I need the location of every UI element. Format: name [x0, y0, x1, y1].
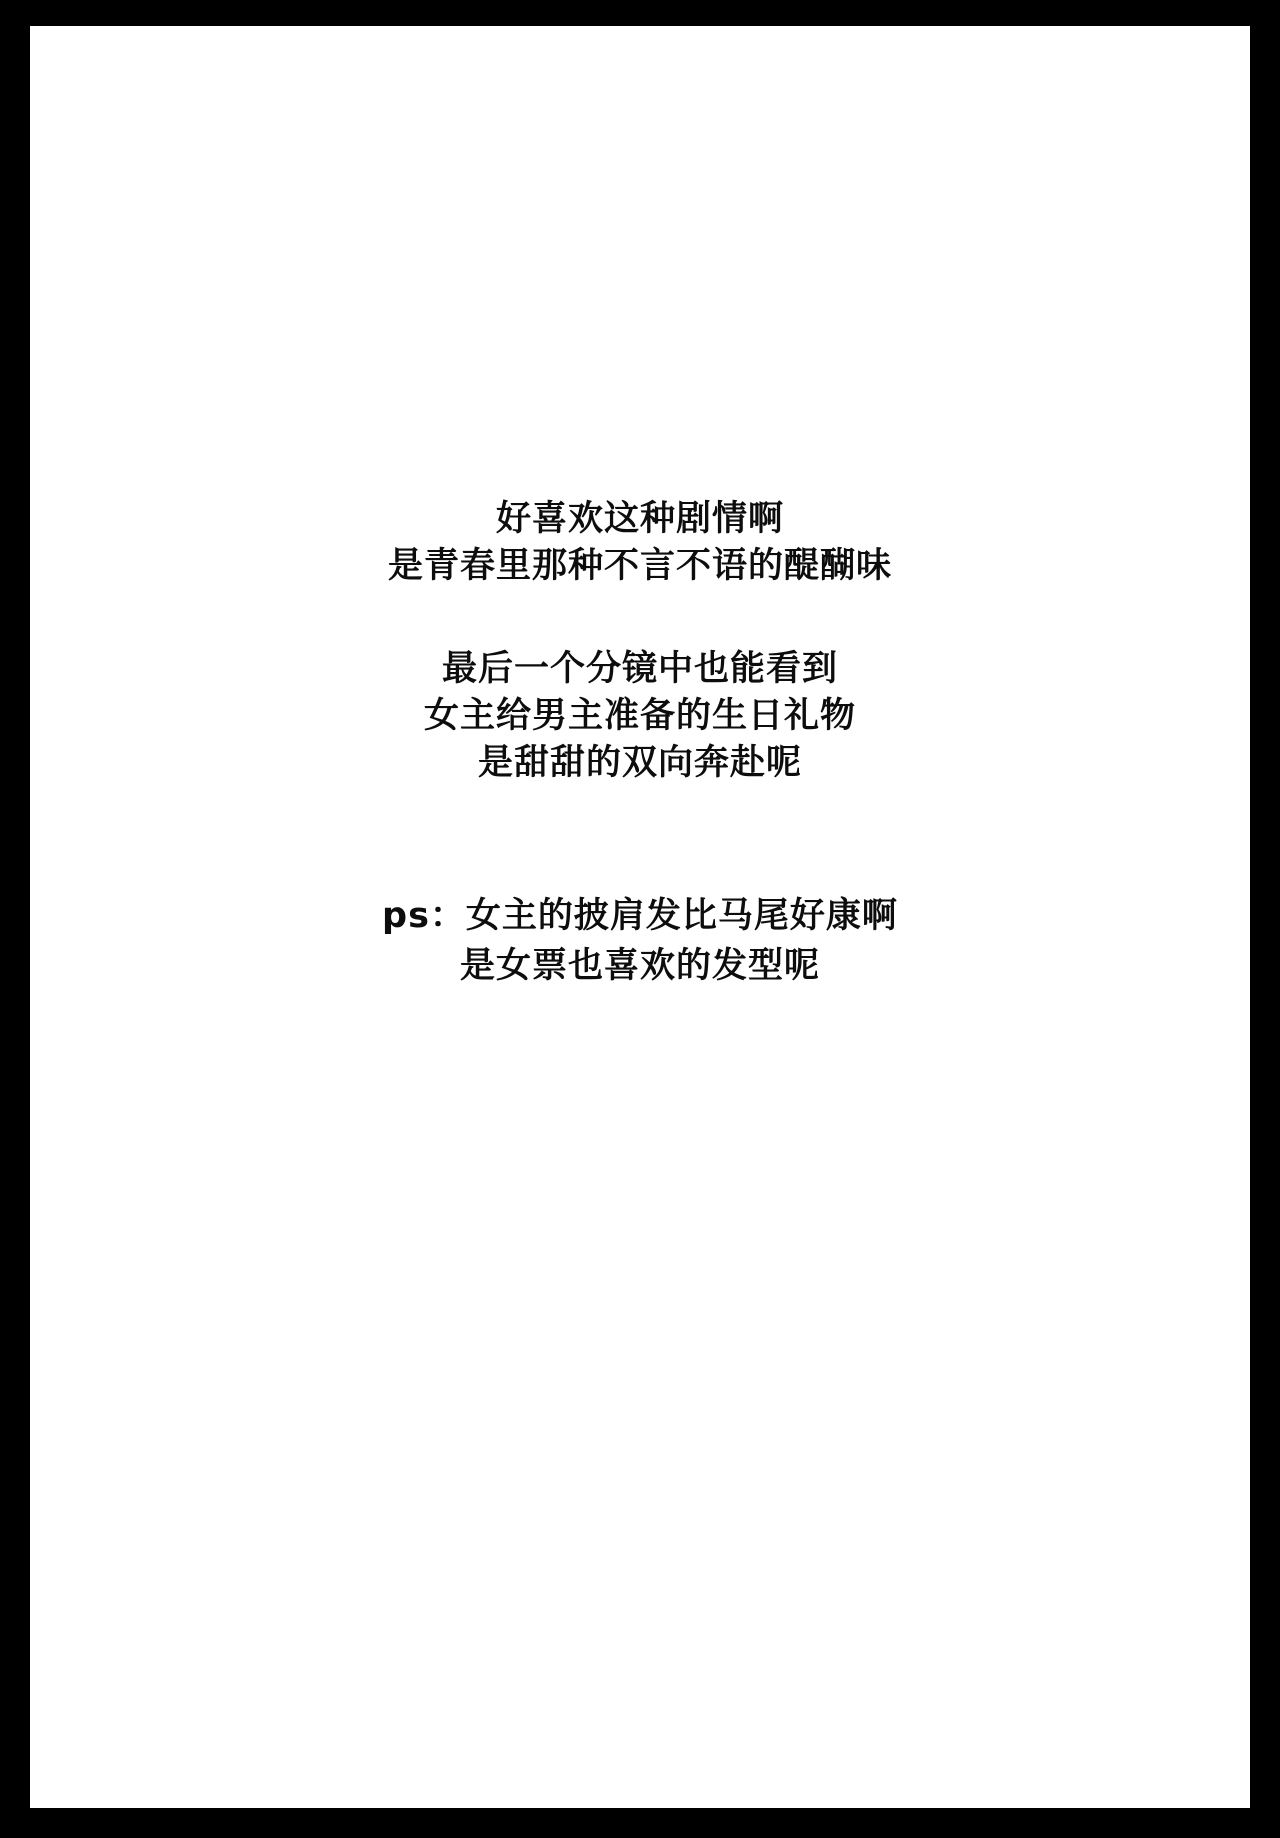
white-sheet: [30, 26, 1250, 1808]
paragraph-spacer-1: [30, 590, 1250, 646]
paragraph-3-line-1: ps：女主的披肩发比马尾好康啊: [382, 896, 898, 936]
paragraph-3-ps-note: [30, 891, 1250, 991]
paragraph-3-line-2: 是女票也喜欢的发型呢: [459, 946, 820, 986]
paragraph-2-line-1: 最后一个分镜中也能看到: [441, 649, 838, 689]
paragraph-1-line-1: 好喜欢这种剧情啊: [495, 499, 784, 539]
paragraph-1: [30, 496, 1250, 590]
commentary-text-block: [30, 496, 1250, 991]
paragraph-2-line-3: 是甜甜的双向奔赴呢: [477, 743, 802, 783]
paragraph-2-line-2: 女主给男主准备的生日礼物: [423, 696, 856, 736]
paragraph-2: [30, 646, 1250, 787]
paragraph-1-line-2: 是青春里那种不言不语的醍醐味: [387, 546, 892, 586]
paragraph-spacer-2: [30, 787, 1250, 891]
